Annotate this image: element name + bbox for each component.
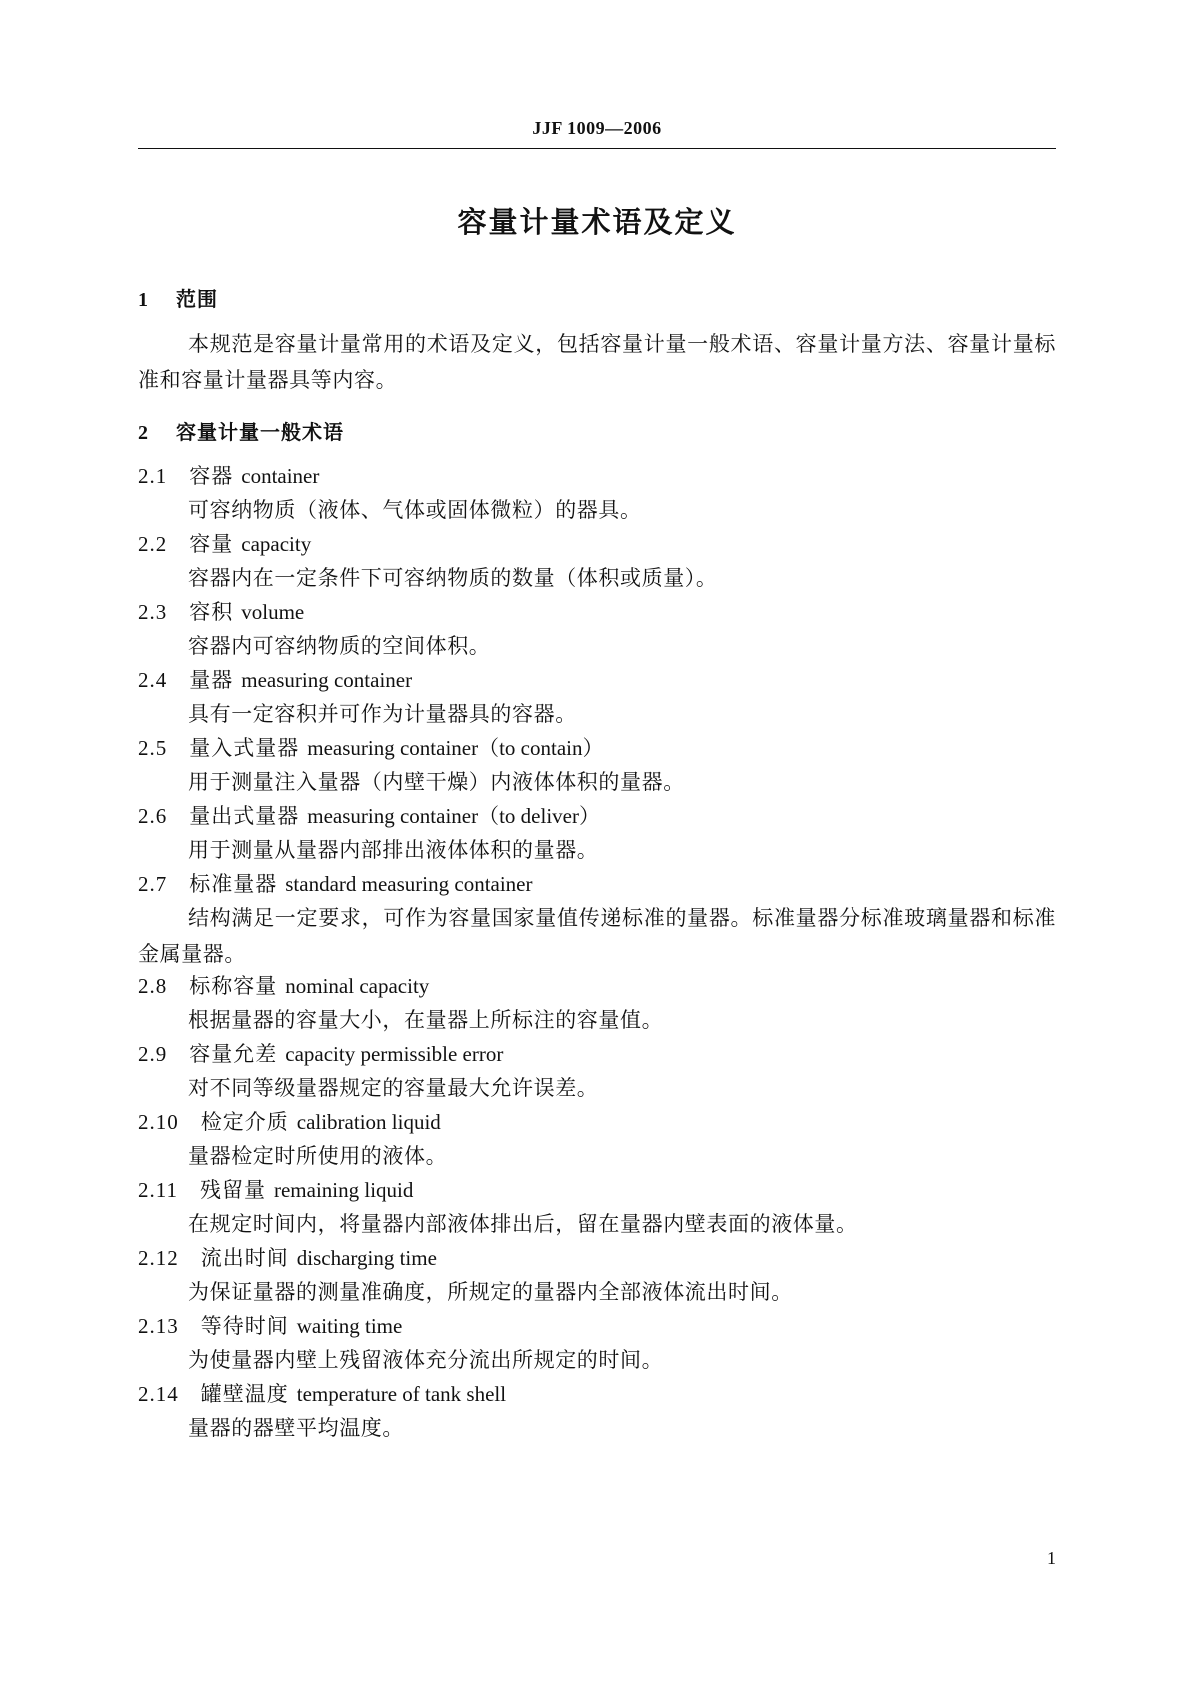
term-heading	[138, 1104, 441, 1140]
term-english: discharging time	[296, 1246, 437, 1270]
term-definition: 为使量器内壁上残留液体充分流出所规定的时间。	[188, 1348, 664, 1372]
term-definition: 对不同等级量器规定的容量最大允许误差。	[188, 1076, 599, 1100]
term-definition: 用于测量注入量器（内壁干燥）内液体体积的量器。	[188, 770, 685, 794]
term-definition: 结构满足一定要求，可作为容量国家量值传递标准的量器。标准量器分标准玻璃量器和标准金属量器。	[138, 906, 1056, 966]
section-heading-general-terms	[138, 416, 344, 445]
page-title: 容量计量术语及定义	[457, 205, 737, 239]
term-number: 2.9	[138, 1042, 168, 1066]
section-heading-scope	[138, 283, 218, 312]
term-english: nominal capacity	[285, 974, 430, 998]
term-number: 2.3	[138, 600, 168, 624]
term-definition: 可容纳物质（液体、气体或固体微粒）的器具。	[188, 498, 642, 522]
term-number: 2.14	[138, 1382, 179, 1406]
term-heading	[138, 1376, 506, 1412]
term-definition: 量器检定时所使用的液体。	[188, 1144, 448, 1168]
term-heading	[138, 1308, 402, 1344]
term-chinese: 等待时间	[200, 1314, 289, 1338]
term-definition: 具有一定容积并可作为计量器具的容器。	[188, 702, 577, 726]
page-number: 1	[1047, 1548, 1056, 1568]
term-english: temperature of tank shell	[296, 1382, 507, 1406]
term-chinese: 容量允差	[189, 1042, 278, 1066]
term-english: volume	[241, 600, 305, 624]
term-heading	[138, 526, 311, 562]
term-chinese: 流出时间	[200, 1246, 289, 1270]
term-definition: 量器的器壁平均温度。	[188, 1416, 404, 1440]
term-number: 2.10	[138, 1110, 179, 1134]
term-chinese: 量器	[189, 668, 234, 692]
term-heading	[138, 1036, 503, 1072]
term-number: 2.4	[138, 668, 168, 692]
term-heading	[138, 1240, 437, 1276]
term-number: 2.2	[138, 532, 168, 556]
term-number: 2.1	[138, 464, 168, 488]
section-number: 2	[138, 422, 149, 444]
term-english: measuring container	[241, 668, 413, 692]
term-english: remaining liquid	[273, 1178, 414, 1202]
term-heading	[138, 458, 319, 494]
term-heading	[138, 968, 429, 1004]
term-chinese: 容器	[189, 464, 234, 488]
term-definition: 为保证量器的测量准确度，所规定的量器内全部液体流出时间。	[188, 1280, 793, 1304]
section-title: 容量计量一般术语	[176, 420, 344, 444]
term-number: 2.12	[138, 1246, 179, 1270]
term-definition: 根据量器的容量大小，在量器上所标注的容量值。	[188, 1008, 664, 1032]
term-english: capacity	[241, 532, 312, 556]
term-english: capacity permissible error	[285, 1042, 504, 1066]
term-definition: 在规定时间内，将量器内部液体排出后，留在量器内壁表面的液体量。	[188, 1212, 858, 1236]
term-number: 2.6	[138, 804, 168, 828]
term-number: 2.13	[138, 1314, 179, 1338]
term-chinese: 容积	[189, 600, 234, 624]
section-number: 1	[138, 289, 149, 311]
term-chinese: 罐壁温度	[200, 1382, 289, 1406]
term-english: measuring container（to contain）	[307, 736, 604, 760]
term-chinese: 容量	[189, 532, 234, 556]
term-number: 2.8	[138, 974, 168, 998]
term-english: calibration liquid	[296, 1110, 441, 1134]
term-number: 2.5	[138, 736, 168, 760]
page-header-code: JJF 1009—2006	[532, 118, 662, 138]
term-heading	[138, 866, 533, 902]
term-definition: 用于测量从量器内部排出液体体积的量器。	[188, 838, 599, 862]
term-chinese: 检定介质	[200, 1110, 289, 1134]
term-english: container	[241, 464, 320, 488]
header-rule	[138, 148, 1056, 149]
term-chinese: 标称容量	[189, 974, 278, 998]
term-chinese: 量出式量器	[189, 804, 300, 828]
term-heading	[138, 1172, 413, 1208]
term-definition: 容器内可容纳物质的空间体积。	[188, 634, 491, 658]
term-heading	[138, 662, 412, 698]
term-chinese: 量入式量器	[189, 736, 300, 760]
term-heading	[138, 798, 600, 834]
term-english: waiting time	[296, 1314, 403, 1338]
scope-paragraph: 本规范是容量计量常用的术语及定义，包括容量计量一般术语、容量计量方法、容量计量标准和容量计量器具等内容。	[138, 332, 1056, 392]
term-english: measuring container（to deliver）	[307, 804, 600, 828]
term-english: standard measuring container	[285, 872, 533, 896]
term-heading	[138, 594, 304, 630]
term-chinese: 残留量	[199, 1178, 266, 1202]
term-chinese: 标准量器	[189, 872, 278, 896]
term-number: 2.11	[138, 1178, 178, 1202]
term-definition: 容器内在一定条件下可容纳物质的数量（体积或质量）。	[188, 566, 718, 590]
term-heading	[138, 730, 604, 766]
section-title: 范围	[176, 287, 218, 311]
term-number: 2.7	[138, 872, 168, 896]
